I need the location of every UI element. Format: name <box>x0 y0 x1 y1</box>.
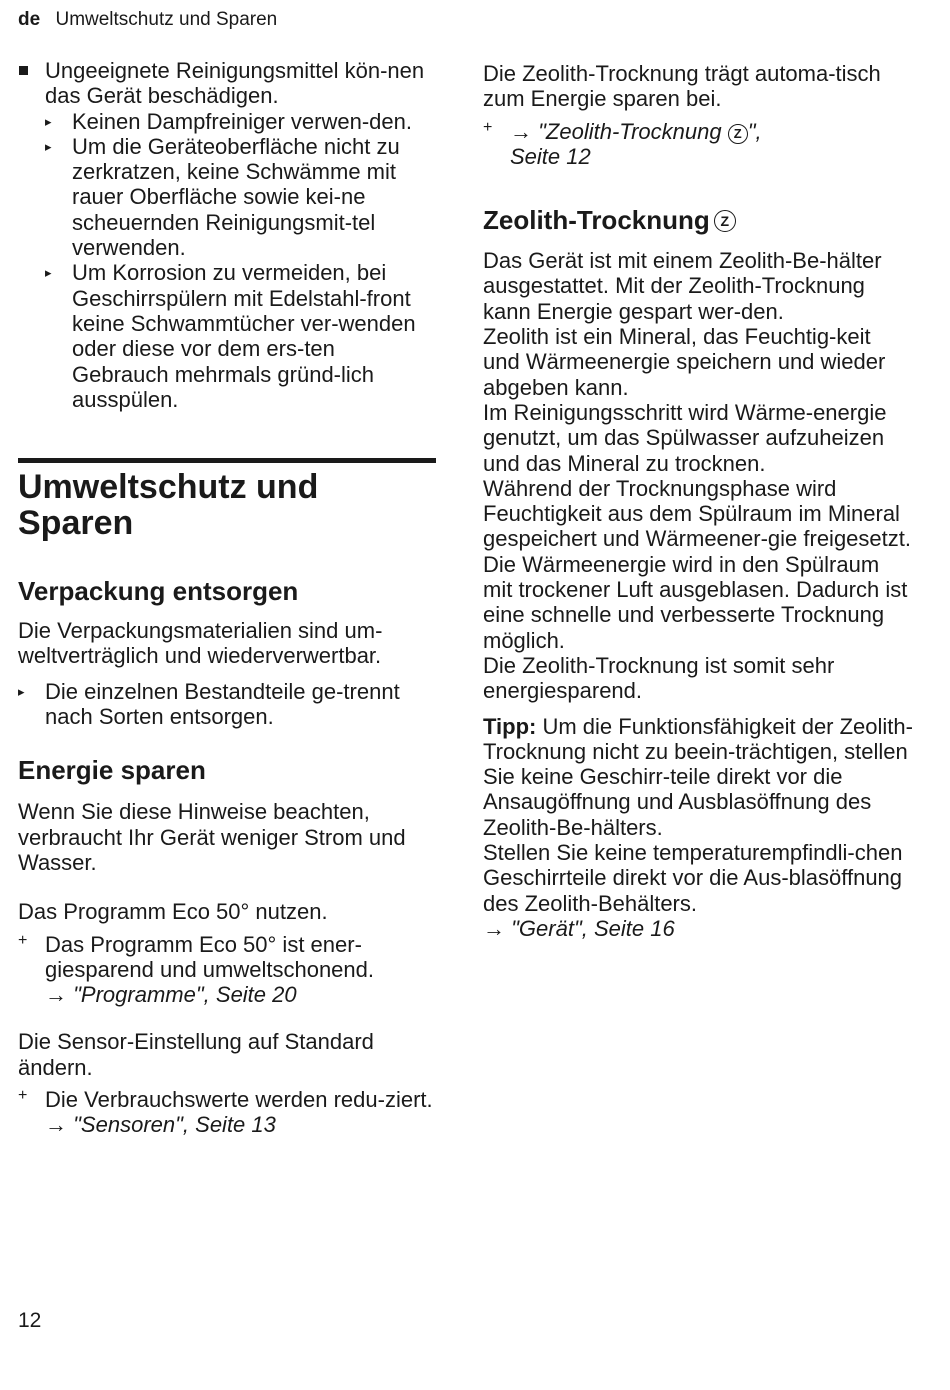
section-divider <box>18 458 436 463</box>
paragraph: Zeolith ist ein Mineral, das Feuchtig-keit und Wärmeenergie speichern und wieder abgeben kann. <box>483 324 886 400</box>
plus-icon: + <box>18 1087 28 1105</box>
list-item-text: Keinen Dampfreiniger verwen-den. <box>72 108 412 134</box>
triangle-bullet-icon: ▸ <box>45 138 52 154</box>
main-title <box>18 469 436 541</box>
tip-label: Tipp: <box>483 713 537 739</box>
list-item <box>45 109 436 134</box>
page-header <box>18 9 277 31</box>
list-item <box>18 679 436 730</box>
reference-text-end: ", <box>747 118 762 144</box>
paragraph: Die Zeolith-Trocknung ist somit sehr energiesparend. <box>483 652 835 704</box>
page-number: 12 <box>18 1309 42 1332</box>
arrow-right-icon: → <box>510 118 539 144</box>
section-title-text: Zeolith-Trocknung <box>483 205 710 236</box>
triangle-bullet-icon: ▸ <box>45 265 52 281</box>
tip-paragraph <box>483 714 913 840</box>
reference-text: "Zeolith-Trocknung <box>538 118 722 144</box>
page-reference[interactable] <box>45 1112 433 1137</box>
warning-sub-list <box>18 109 436 413</box>
square-bullet-icon <box>18 58 45 80</box>
arrow-right-icon: → <box>483 915 512 941</box>
warning-text: Ungeeignete Reinigungsmittel kön-nen das Gerät beschädigen. <box>45 58 425 109</box>
zeolith-body <box>483 248 913 703</box>
plus-item-content <box>45 1087 433 1138</box>
warning-item <box>18 58 436 109</box>
arrow-right-icon: → <box>45 982 74 1008</box>
plus-item <box>18 1087 436 1138</box>
header-title: Umweltschutz und Sparen <box>55 9 278 30</box>
packaging-text: Die Verpackungsmaterialien sind um-weltverträglich und wiederverwertbar. <box>18 618 383 669</box>
left-column <box>18 58 436 1138</box>
plus-item <box>18 932 436 1008</box>
triangle-bullet-icon: ▸ <box>45 113 52 129</box>
plus-item-text: Die Verbrauchswerte werden redu-ziert. <box>45 1087 433 1113</box>
list-item-text: Um Korrosion zu vermeiden, bei Geschirrspülern mit Edelstahl-front keine Schwammtücher ver-wenden oder diese vor dem ers-ten Gebrauch mehrmals gründ-lich ausspülen. <box>72 260 416 412</box>
reference-text: "Gerät", Seite 16 <box>511 915 675 941</box>
reference-text: "Programme", Seite 20 <box>73 982 297 1008</box>
language-code: de <box>18 9 41 30</box>
right-column <box>483 61 913 941</box>
tip1-text: Das Programm Eco 50° nutzen. <box>18 899 328 925</box>
tip-text: Um die Funktionsfähigkeit der Zeolith-Trocknung nicht zu beein-trächtigen, stellen Sie keine Geschirr-teile direkt vor die Ansaugöffnung und Ausblasöffnung des Zeolith-Be-hälters. <box>483 713 913 840</box>
zeolith-symbol-icon: Z <box>714 210 736 232</box>
paragraph: Im Reinigungsschritt wird Wärme-energie genutzt, um das Spülwasser aufzuheizen und das Mineral zu trocknen. <box>483 399 887 476</box>
arrow-right-icon: → <box>45 1112 74 1138</box>
section-title-packaging: Verpackung entsorgen <box>18 576 299 607</box>
plus-item-text: Das Programm Eco 50° ist ener-giesparend und umweltschonend. <box>45 931 375 982</box>
page-reference[interactable] <box>45 982 436 1007</box>
zeolith-intro: Die Zeolith-Trocknung trägt automa-tisch zum Energie sparen bei. <box>483 61 881 112</box>
paragraph: Das Gerät ist mit einem Zeolith-Be-hälter ausgestattet. Mit der Zeolith-Trocknung kann Energie gespart wer-den. <box>483 248 882 324</box>
triangle-bullet-icon: ▸ <box>18 683 25 699</box>
paragraph: Während der Trocknungsphase wird Feuchtigkeit aus dem Spülraum im Mineral gespeichert und Wärmeener-gie freigesetzt. Die Wärmeenergie wird in den Spülraum mit trockener Luft ausgeblasen. Dadurch ist eine schnelle und verbesserte Trocknung möglich. <box>483 475 911 653</box>
reference-page: Seite 12 <box>510 143 591 169</box>
tip2-text: Die Sensor-Einstellung auf Standard ändern. <box>18 1029 374 1080</box>
main-title-line: Sparen <box>18 504 134 543</box>
main-title-line: Umweltschutz und <box>18 468 319 507</box>
energy-intro: Wenn Sie diese Hinweise beachten, verbraucht Ihr Gerät weniger Strom und Wasser. <box>18 799 406 875</box>
page-reference[interactable] <box>483 916 913 941</box>
list-item-text: Um die Geräteoberfläche nicht zu zerkratzen, keine Schwämme mit rauer Oberfläche sowie kei-ne scheuernden Reinigungsmit-tel verwenden. <box>72 133 400 261</box>
list-item <box>45 134 436 260</box>
plus-item-content <box>45 932 436 1008</box>
plus-icon: + <box>483 118 493 136</box>
list-item-text: Die einzelnen Bestandteile ge-trennt nach Sorten entsorgen. <box>45 678 400 730</box>
reference-text: "Sensoren", Seite 13 <box>73 1112 276 1138</box>
zeolith-symbol-icon: Z <box>728 124 748 144</box>
section-title-zeolith <box>483 205 913 235</box>
tip-paragraph-2: Stellen Sie keine temperaturempfindli-chen Geschirrteile direkt vor die Aus-blasöffnung des Zeolith-Behälters. <box>483 840 903 916</box>
list-item <box>45 260 436 412</box>
page-reference[interactable] <box>510 119 762 170</box>
section-title-energy: Energie sparen <box>18 755 206 786</box>
plus-icon: + <box>18 931 28 949</box>
plus-item <box>483 119 913 170</box>
